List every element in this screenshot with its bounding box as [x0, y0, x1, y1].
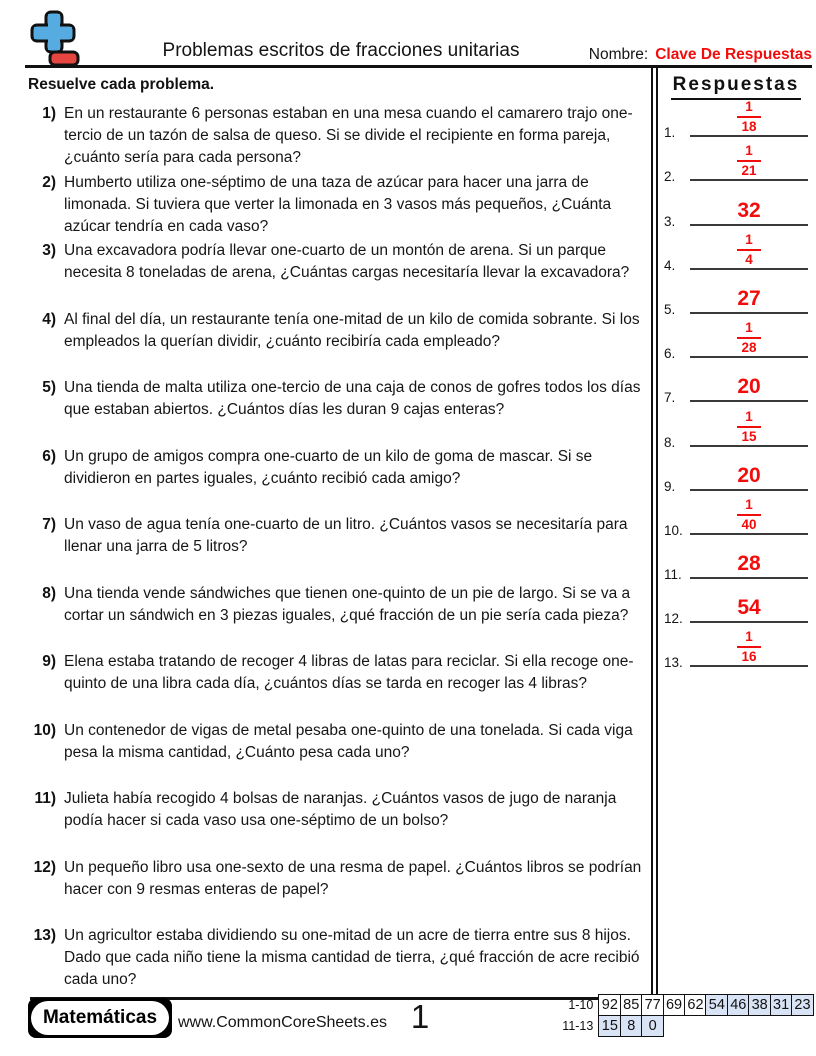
answer-number: 10. [664, 522, 683, 538]
problem-number: 8) [42, 584, 56, 602]
answer-blank-line [690, 233, 808, 270]
fraction-numerator: 1 [745, 629, 753, 645]
fraction-denominator: 15 [741, 428, 757, 444]
fraction-denominator: 28 [741, 340, 757, 356]
fraction-bar [737, 646, 761, 648]
problem-number: 4) [42, 310, 56, 328]
answer-number: 2. [664, 169, 676, 185]
problem-text: Julieta había recogido 4 bolsas de naranjas. ¿Cuántos vasos de jugo de naranja podía hacer si cada vaso usa one-séptimo de un bolso? [64, 790, 617, 829]
header-rule [25, 65, 812, 68]
answer-item [660, 623, 812, 671]
fraction-denominator: 21 [741, 163, 757, 179]
fraction-numerator: 1 [745, 408, 753, 424]
problem-text: Una tienda de malta utiliza one-tercio de una caja de conos de gofres todos los días que estaban abiertos. ¿Cuántos días les duran 9 cajas enteras? [64, 379, 641, 418]
score-cell: 85 [620, 994, 643, 1016]
answer-number: 12. [664, 611, 683, 627]
score-range-label: 11-13 [562, 1019, 594, 1034]
answer-key-label: Clave De Respuestas [655, 46, 812, 63]
answer-item [660, 314, 812, 362]
problem-number: 10) [33, 721, 56, 739]
answer-value: 27 [737, 286, 761, 310]
fraction-denominator: 16 [741, 649, 757, 665]
score-cell: 46 [727, 994, 750, 1016]
score-cell: 77 [641, 994, 664, 1016]
score-cell: 54 [705, 994, 728, 1016]
answer-value: 32 [737, 198, 761, 222]
column-divider [651, 68, 658, 997]
problem-text: Una excavadora podría llevar one-cuarto de un montón de arena. Si un parque necesita 8 toneladas de arena, ¿Cuántas cargas necesitaría llevar la excavadora? [64, 242, 630, 281]
score-cell: 92 [598, 994, 621, 1016]
answer-fraction [737, 321, 761, 356]
score-cell: 62 [684, 994, 707, 1016]
fraction-bar [737, 160, 761, 162]
fraction-numerator: 1 [745, 99, 753, 115]
problem-item [22, 857, 646, 926]
answer-item [660, 137, 812, 185]
answer-blank-line [690, 498, 808, 535]
brand-logo [28, 998, 172, 1038]
answer-item [660, 270, 812, 317]
problem-item [22, 446, 646, 515]
fraction-numerator: 1 [745, 496, 753, 512]
score-cell: 0 [641, 1015, 664, 1037]
answer-number: 4. [664, 257, 676, 273]
problem-item [22, 103, 646, 172]
answer-fraction [737, 498, 761, 533]
answer-blank-line [690, 288, 808, 314]
answer-number: 3. [664, 213, 676, 229]
problems-list [22, 103, 646, 994]
answers-list [660, 93, 812, 671]
score-cell: 31 [770, 994, 793, 1016]
answer-value: 20 [737, 375, 761, 399]
fraction-bar [737, 116, 761, 118]
fraction-numerator: 1 [745, 143, 753, 159]
problem-number: 13) [33, 927, 56, 944]
problem-number: 12) [33, 858, 56, 876]
answer-number: 5. [664, 301, 676, 317]
problem-item [22, 720, 646, 789]
score-cell: 8 [620, 1015, 643, 1037]
problem-text: Un pequeño libro usa one-sexto de una resma de papel. ¿Cuántos libros se podrían hacer con 9 resmas enteras de papel? [64, 858, 642, 898]
score-cell: 23 [791, 994, 814, 1016]
name-area [589, 46, 812, 64]
answer-number: 1. [664, 125, 676, 141]
fraction-numerator: 1 [745, 320, 753, 336]
answer-item [660, 402, 812, 450]
problem-number: 9) [42, 653, 56, 670]
problem-number: 5) [42, 379, 56, 396]
answer-number: 7. [664, 390, 676, 406]
problem-text: Una tienda vende sándwiches que tienen one-quinto de un pie de largo. Si se va a cortar un sándwich en 3 piezas iguales, ¿qué fracción de un pie sería cada pieza? [64, 584, 631, 624]
score-grid [549, 994, 814, 1038]
answer-number: 11. [664, 567, 682, 583]
problem-item [22, 172, 646, 241]
problem-number: 1) [42, 105, 56, 122]
problem-text: En un restaurante 6 personas estaban en una mesa cuando el camarero trajo one-tercio de un tazón de salsa de queso. Si se divide el recipiente en forma pareja, ¿cuánto sería para cada persona? [64, 105, 633, 166]
problem-text: Un contenedor de vigas de metal pesaba one-quinto de una tonelada. Si cada viga pesa la misma cantidad, ¿Cuánto pesa cada uno? [64, 721, 633, 761]
problem-number: 2) [42, 173, 56, 191]
answer-blank-line [690, 144, 808, 181]
answer-item [660, 181, 812, 229]
page-title: Problemas escritos de fracciones unitarias [162, 40, 520, 61]
problem-item [22, 925, 646, 994]
answer-value: 28 [737, 552, 761, 576]
answer-blank-line [690, 200, 808, 226]
answer-number: 13. [664, 655, 683, 671]
score-grid-row [549, 994, 814, 1017]
score-cell: 38 [748, 994, 771, 1016]
problem-item [22, 583, 646, 652]
answer-blank-line [690, 597, 808, 623]
answer-item [660, 579, 812, 627]
fraction-bar [737, 426, 761, 428]
answer-item [660, 358, 812, 406]
answer-blank-line [690, 465, 808, 491]
fraction-denominator: 4 [745, 251, 753, 267]
answer-blank-line [690, 553, 808, 579]
answer-item [660, 491, 812, 538]
problem-item [22, 309, 646, 378]
fraction-denominator: 18 [741, 119, 757, 135]
brand-name: Matemáticas [31, 1001, 169, 1035]
answer-blank-line [690, 410, 808, 447]
answer-item [660, 535, 812, 583]
answer-blank-line [690, 376, 808, 402]
problem-number: 7) [42, 516, 56, 533]
problem-item [22, 377, 646, 446]
page-number: 1 [410, 998, 430, 1035]
answer-item [660, 226, 812, 273]
score-cell: 69 [663, 994, 686, 1016]
problem-text: Un grupo de amigos compra one-cuarto de un kilo de goma de mascar. Si se dividieron en partes iguales, ¿cuánto recibió cada amigo? [64, 447, 593, 487]
plus-logo-icon [26, 8, 82, 68]
answer-number: 8. [664, 434, 676, 450]
answer-blank-line [690, 630, 808, 667]
problem-text: Un vaso de agua tenía one-cuarto de un litro. ¿Cuántos vasos se necesitaría para llenar una jarra de 5 litros? [64, 516, 628, 555]
problem-text: Humberto utiliza one-séptimo de una taza de azúcar para hacer una jarra de limonada. Si tuviera que verter la limonada en 3 vasos más pequeños, ¿Cuánta azúcar tendría en cada vaso? [64, 173, 612, 235]
problem-text: Al final del día, un restaurante tenía one-mitad de un kilo de comida sobrante. Si los empleados la querían dividir, ¿cuánto recibiría cada empleado? [64, 310, 640, 350]
fraction-numerator: 1 [745, 231, 753, 247]
problem-item [22, 514, 646, 583]
answer-blank-line [690, 321, 808, 358]
fraction-bar [737, 514, 761, 516]
answer-number: 9. [664, 478, 676, 494]
problem-number: 3) [42, 242, 56, 259]
answer-item [660, 447, 812, 494]
score-grid-row [549, 1015, 814, 1038]
instructions-text: Resuelve cada problema. [28, 76, 215, 93]
website-text: www.CommonCoreSheets.es [178, 1014, 387, 1031]
fraction-denominator: 40 [741, 516, 757, 532]
problem-item [22, 788, 646, 857]
problem-item [22, 651, 646, 720]
answers-heading: Respuestas [671, 74, 802, 100]
answer-blank-line [690, 100, 808, 137]
answer-item [660, 93, 812, 141]
problem-number: 6) [42, 447, 56, 465]
answer-value: 54 [737, 596, 761, 620]
answer-fraction [737, 144, 761, 179]
problem-text: Elena estaba tratando de recoger 4 libras de latas para reciclar. Si ella recoge one-quinto de una libra cada día, ¿cuántos días se tarda en recoger las 4 libras? [64, 653, 634, 692]
answer-number: 6. [664, 346, 676, 362]
answer-fraction [737, 630, 761, 665]
answer-fraction [737, 410, 761, 445]
fraction-bar [737, 249, 761, 251]
answer-fraction [737, 233, 761, 268]
problem-text: Un agricultor estaba dividiendo su one-mitad de un acre de tierra entre sus 8 hijos. Dado que cada niño tiene la misma cantidad de tierra, ¿qué fracción de acre recibió cada uno? [64, 927, 640, 988]
name-label: Nombre: [588, 46, 649, 63]
answer-fraction [737, 100, 761, 135]
score-range-label: 1-10 [568, 998, 594, 1012]
score-cell: 15 [598, 1015, 621, 1037]
problem-item [22, 240, 646, 309]
fraction-bar [737, 337, 761, 339]
answer-value: 20 [737, 463, 761, 487]
problem-number: 11) [34, 790, 56, 807]
